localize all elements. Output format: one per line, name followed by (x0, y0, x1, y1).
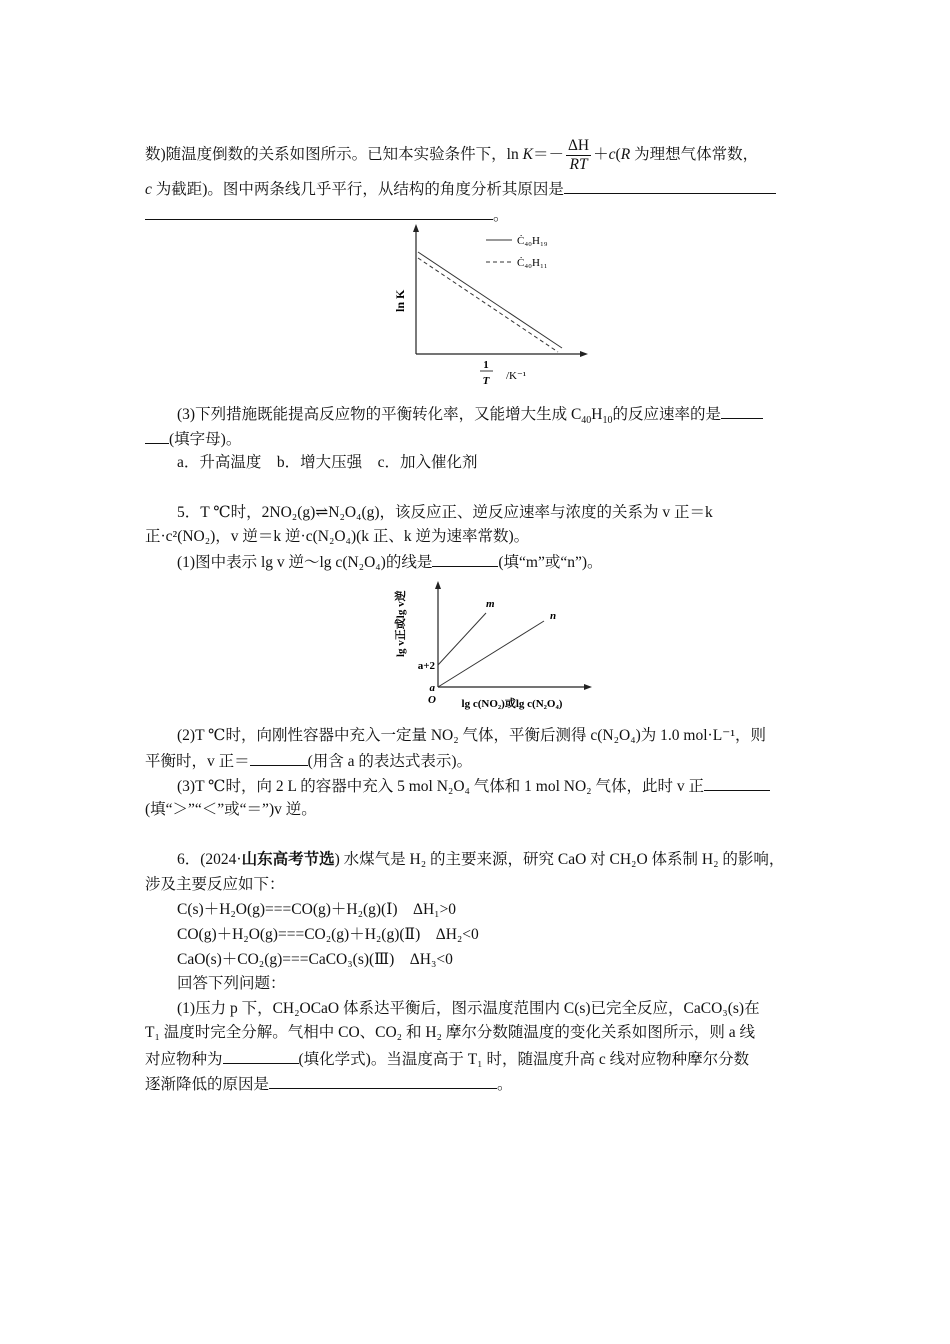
q6-line2: 涉及主要反应如下： (145, 876, 285, 893)
answer-blank-2[interactable] (145, 204, 493, 220)
legend-dashed-label: Ċ₄₀H₁₁ (517, 257, 548, 269)
q3-line1: (3)下列措施既能提高反应物的平衡转化率，又能增大生成 $C_{40}H_{10}$的反应速率的是 (177, 403, 763, 425)
q5-sub2-line1: (2)T ℃时，向刚性容器中充入一定量 NO₂ 气体，平衡后测得 c(N₂O₄)为 1.0 mol·L⁻¹，则 (177, 727, 766, 744)
q6-line1: 6．(2024·山东高考节选) 水煤气是 H₂ 的主要来源，研究 CaO 对 CH₂O 体系制 H₂ 的影响， (177, 851, 785, 868)
answer-blank-5-2[interactable] (250, 750, 308, 766)
figure-lnk-vs-inverse-t (390, 222, 600, 394)
line-n (438, 621, 544, 687)
tick-a: a (429, 682, 435, 694)
answer-blank-3a[interactable] (721, 403, 763, 419)
q5-sub3-line2: (填“＞”“＜”或“＝”)v 逆。 (145, 801, 317, 818)
para1-line3: 。 (145, 204, 509, 226)
x-axis-arrow-icon (584, 684, 592, 690)
reaction-3: CaO(s)＋CO₂(g)===CaCO₃(s)(Ⅲ) ΔH₃<0 (177, 951, 453, 968)
label-m: m (486, 598, 495, 610)
legend-solid-label: Ċ₄₀H₁₉ (517, 235, 548, 247)
q6-p1-line3: 对应物种为 (填化学式)。当温度高于 T₁ 时，随温度升高 c 线对应物种摩尔分数 (145, 1048, 749, 1070)
origin-label: O (428, 694, 436, 706)
series-dashed-line (418, 258, 558, 352)
answer-blank-5-3[interactable] (704, 775, 770, 791)
answer-blank-3b[interactable] (145, 428, 169, 444)
fraction-dh-rt: $\frac{\Delta H}{RT}$ (567, 137, 590, 173)
line-m (438, 613, 486, 665)
x-axis-arrow-icon (580, 351, 588, 357)
reaction-1: C(s)＋H₂O(g)===CO(g)＋H₂(g)(Ⅰ) ΔH₁>0 (177, 901, 457, 918)
y-axis-label: ln K (393, 289, 407, 312)
q5-line1: 5．T ℃时，2NO₂(g)⇌N₂O₄(g)，该反应正、逆反应速率与浓度的关系为 v 正＝k (177, 504, 713, 521)
y-axis-arrow-icon (413, 224, 419, 232)
answer-blank-6-1[interactable] (223, 1048, 299, 1064)
answer-blank-1[interactable] (564, 178, 776, 194)
x-label-unit: /K⁻¹ (506, 370, 527, 382)
q3-line2: (填字母)。 (145, 428, 241, 450)
answer-blank-6-2[interactable] (269, 1073, 497, 1089)
answer-blank-5-1[interactable] (432, 551, 498, 567)
q3-options: a．升高温度 b．增大压强 c．加入催化剂 (177, 454, 478, 471)
q6-p1-line4: 逐渐降低的原因是 。 (145, 1073, 513, 1095)
q6-answer-prompt: 回答下列问题： (177, 975, 286, 992)
q5-sub1: (1)图中表示 lg v 逆～lg c(N₂O₄)的线是 (填“m”或“n”)。 (177, 551, 603, 573)
x-label-denominator: T (482, 375, 490, 387)
figure-lgv-vs-lgc (388, 575, 598, 717)
q6-p1-line2: T₁ 温度时完全分解。气相中 CO、CO₂ 和 H₂ 摩尔分数随温度的变化关系如图所示，则 a 线 (145, 1024, 755, 1041)
q5-line2: 正·c²(NO₂)，v 逆＝k 逆·c(N₂O₄)(k 正、k 逆为速率常数)。 (145, 528, 530, 545)
label-n: n (550, 610, 557, 622)
para1-line2: c 为截距)。图中两条线几乎平行，从结构的角度分析其原因是 (145, 178, 776, 200)
reaction-2: CO(g)＋H₂O(g)===CO₂(g)＋H₂(g)(Ⅱ) ΔH₂<0 (177, 926, 479, 943)
tick-a-plus-2: a+2 (417, 660, 435, 672)
x-label-numerator: 1 (483, 359, 489, 371)
para1-line1: 数)随温度倒数的关系如图所示。已知本实验条件下，ln K＝－ $\frac{\Delta H}{RT}$ ＋c(R 为理想气体常数， (145, 137, 759, 173)
y-axis-label: lg v正或lg v逆 (395, 590, 407, 657)
y-axis-arrow-icon (435, 581, 441, 589)
x-axis-label: lg c(NO₂)或lg c(N₂O₄) (461, 698, 563, 710)
q5-sub3-line1: (3)T ℃时，向 2 L 的容器中充入 5 mol N₂O₄ 气体和 1 mol NO₂ 气体，此时 v 正 (177, 775, 770, 797)
q6-p1-line1: (1)压力 p 下，CH₂OCaO 体系达平衡后，图示温度范围内 C(s)已完全反应，CaCO₃(s)在 (177, 1000, 760, 1017)
q5-sub2-line2: 平衡时，v 正＝ (用含 a 的表达式表示)。 (145, 750, 472, 772)
